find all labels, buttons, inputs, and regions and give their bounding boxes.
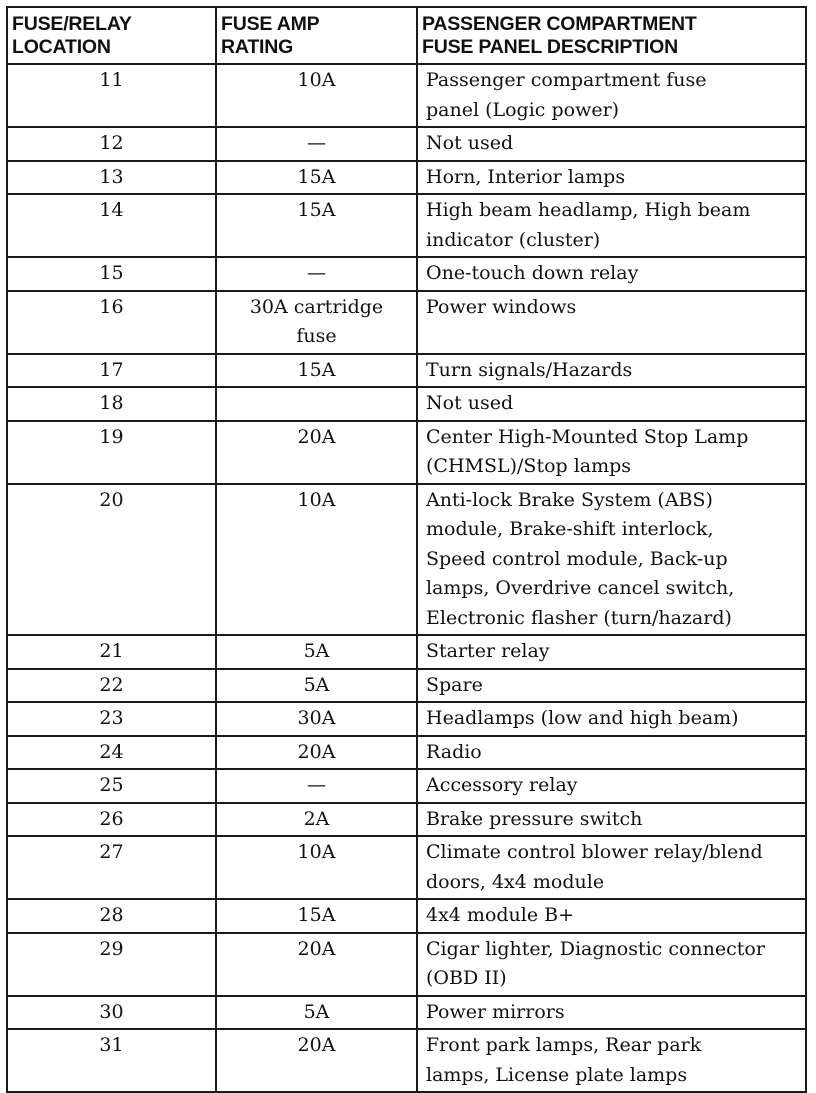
amp-rating-cell (216, 257, 417, 291)
amp-rating-cell (216, 354, 417, 388)
fuse-location-cell: 24 (7, 736, 216, 770)
fuse-location-cell: 13 (7, 161, 216, 195)
description-line: Power windows (426, 295, 577, 318)
table-row (7, 836, 806, 899)
amp-rating-line: 15A (297, 904, 336, 926)
header-line: LOCATION (12, 36, 111, 58)
description-cell (417, 484, 806, 636)
table-row (7, 257, 806, 291)
amp-rating-cell (216, 635, 417, 669)
description-cell (417, 933, 806, 996)
description-line: Headlamps (low and high beam) (426, 707, 739, 729)
description-line: Turn signals/Hazards (426, 358, 633, 381)
fuse-location-cell: 23 (7, 702, 216, 736)
amp-rating-line: 30A (297, 707, 336, 729)
description-cell (417, 161, 806, 195)
table-row (7, 669, 806, 703)
table-row (7, 161, 806, 195)
amp-rating-line: 20A (297, 1034, 336, 1056)
amp-rating-cell (216, 161, 417, 195)
description-cell (417, 702, 806, 736)
amp-rating-cell (216, 421, 417, 484)
fuse-location-cell: 25 (7, 769, 216, 803)
amp-rating-cell (216, 836, 417, 899)
fuse-location-cell: 11 (7, 64, 216, 127)
table-row (7, 194, 806, 257)
amp-rating-line: 2A (303, 807, 330, 830)
description-line: Starter relay (426, 640, 550, 662)
amp-rating-cell (216, 484, 417, 636)
table-row (7, 635, 806, 669)
table-row (7, 933, 806, 996)
table-row (7, 484, 806, 636)
description-cell (417, 899, 806, 933)
amp-rating-cell (216, 803, 417, 837)
table-row (7, 803, 806, 837)
description-line: One-touch down relay (426, 262, 639, 284)
amp-rating-line: — (307, 774, 326, 796)
amp-rating-line: 10A (297, 69, 336, 91)
description-line: Horn, Interior lamps (426, 165, 626, 188)
description-line: Front park lamps, Rear park (426, 1034, 702, 1056)
amp-rating-line (223, 389, 410, 419)
description-line: lamps, License plate lamps (426, 1063, 688, 1086)
amp-rating-line: 5A (303, 640, 330, 662)
fuse-location-cell: 30 (7, 996, 216, 1030)
description-line: Center High-Mounted Stop Lamp (426, 425, 749, 448)
header-amp-rating (216, 7, 417, 64)
amp-rating-cell (216, 996, 417, 1030)
table-row (7, 702, 806, 736)
table-row (7, 64, 806, 127)
amp-rating-line: 15A (297, 199, 336, 221)
header-description (417, 7, 806, 64)
amp-rating-cell (216, 769, 417, 803)
amp-rating-line: 5A (303, 673, 330, 696)
table-row (7, 354, 806, 388)
fuse-location-cell: 28 (7, 899, 216, 933)
fuse-location-cell: 29 (7, 933, 216, 996)
amp-rating-line: 15A (297, 358, 336, 381)
amp-rating-line: 10A (297, 841, 336, 863)
table-header (7, 7, 806, 64)
amp-rating-line: 15A (297, 165, 336, 188)
table-row (7, 421, 806, 484)
description-cell (417, 354, 806, 388)
amp-rating-line: fuse (296, 325, 337, 347)
table-row (7, 769, 806, 803)
description-cell (417, 836, 806, 899)
description-line: Brake pressure switch (426, 807, 643, 830)
fuse-location-cell: 19 (7, 421, 216, 484)
fuse-location-cell: 17 (7, 354, 216, 388)
description-cell (417, 803, 806, 837)
amp-rating-line: 20A (297, 425, 336, 448)
description-line: lamps, Overdrive cancel switch, (426, 577, 735, 599)
table-row (7, 291, 806, 354)
description-cell (417, 194, 806, 257)
fuse-location-cell: 26 (7, 803, 216, 837)
fuse-location-cell: 15 (7, 257, 216, 291)
amp-rating-line: — (307, 132, 326, 154)
description-line: indicator (cluster) (426, 228, 601, 251)
table-row (7, 387, 806, 421)
amp-rating-cell (216, 127, 417, 161)
description-line: Power mirrors (426, 1000, 565, 1023)
fuse-location-cell: 31 (7, 1029, 216, 1092)
fuse-location-cell: 18 (7, 387, 216, 421)
fuse-table (6, 6, 807, 1093)
table-row (7, 736, 806, 770)
description-cell (417, 257, 806, 291)
description-line: Accessory relay (426, 774, 578, 796)
description-cell (417, 635, 806, 669)
description-cell (417, 421, 806, 484)
table-row (7, 996, 806, 1030)
amp-rating-cell (216, 933, 417, 996)
fuse-location-cell: 22 (7, 669, 216, 703)
header-line: RATING (221, 36, 294, 58)
fuse-location-cell: 27 (7, 836, 216, 899)
table-row (7, 1029, 806, 1092)
description-line: Not used (426, 132, 514, 154)
description-line: Speed control module, Back-up (426, 547, 728, 570)
description-cell (417, 127, 806, 161)
amp-rating-line: 5A (303, 1000, 330, 1023)
description-line: panel (Logic power) (426, 98, 620, 121)
amp-rating-cell (216, 899, 417, 933)
table-row (7, 899, 806, 933)
amp-rating-line: 10A (297, 488, 336, 511)
description-line: Electronic flasher (turn/hazard) (426, 606, 732, 629)
header-line: FUSE/RELAY (12, 13, 132, 35)
fuse-location-cell: 20 (7, 484, 216, 636)
amp-rating-cell (216, 387, 417, 421)
description-line: (OBD II) (426, 967, 507, 989)
header-location (7, 7, 216, 64)
description-line: High beam headlamp, High beam (426, 199, 751, 221)
description-line: Passenger compartment fuse (426, 69, 707, 91)
description-line: 4x4 module B+ (426, 904, 575, 926)
description-line: Not used (426, 392, 514, 414)
header-line: FUSE AMP (221, 13, 320, 35)
amp-rating-cell (216, 702, 417, 736)
amp-rating-cell (216, 194, 417, 257)
header-line: PASSENGER COMPARTMENT (422, 13, 697, 35)
description-cell (417, 64, 806, 127)
amp-rating-line: — (307, 262, 326, 284)
description-cell (417, 387, 806, 421)
description-cell (417, 736, 806, 770)
amp-rating-cell (216, 669, 417, 703)
amp-rating-line: 20A (297, 937, 336, 960)
amp-rating-cell (216, 64, 417, 127)
description-line: (CHMSL)/Stop lamps (426, 455, 632, 477)
table-row (7, 127, 806, 161)
description-cell (417, 291, 806, 354)
description-cell (417, 1029, 806, 1092)
fuse-location-cell: 12 (7, 127, 216, 161)
table-body (7, 64, 806, 1092)
description-line: module, Brake-shift interlock, (426, 518, 714, 540)
description-cell (417, 996, 806, 1030)
description-cell (417, 669, 806, 703)
description-cell (417, 769, 806, 803)
header-line: FUSE PANEL DESCRIPTION (422, 36, 678, 58)
description-line: Anti-lock Brake System (ABS) (426, 488, 713, 511)
description-line: Spare (426, 673, 483, 696)
fuse-location-cell: 21 (7, 635, 216, 669)
fuse-location-cell: 16 (7, 291, 216, 354)
description-line: doors, 4x4 module (426, 870, 605, 893)
description-line: Radio (426, 740, 482, 763)
amp-rating-line: 30A cartridge (249, 295, 384, 318)
description-line: Cigar lighter, Diagnostic connector (426, 937, 765, 960)
amp-rating-line: 20A (297, 740, 336, 763)
amp-rating-cell (216, 1029, 417, 1092)
fuse-location-cell: 14 (7, 194, 216, 257)
header-row (7, 7, 806, 64)
amp-rating-cell (216, 736, 417, 770)
description-line: Climate control blower relay/blend (426, 841, 763, 863)
amp-rating-cell (216, 291, 417, 354)
